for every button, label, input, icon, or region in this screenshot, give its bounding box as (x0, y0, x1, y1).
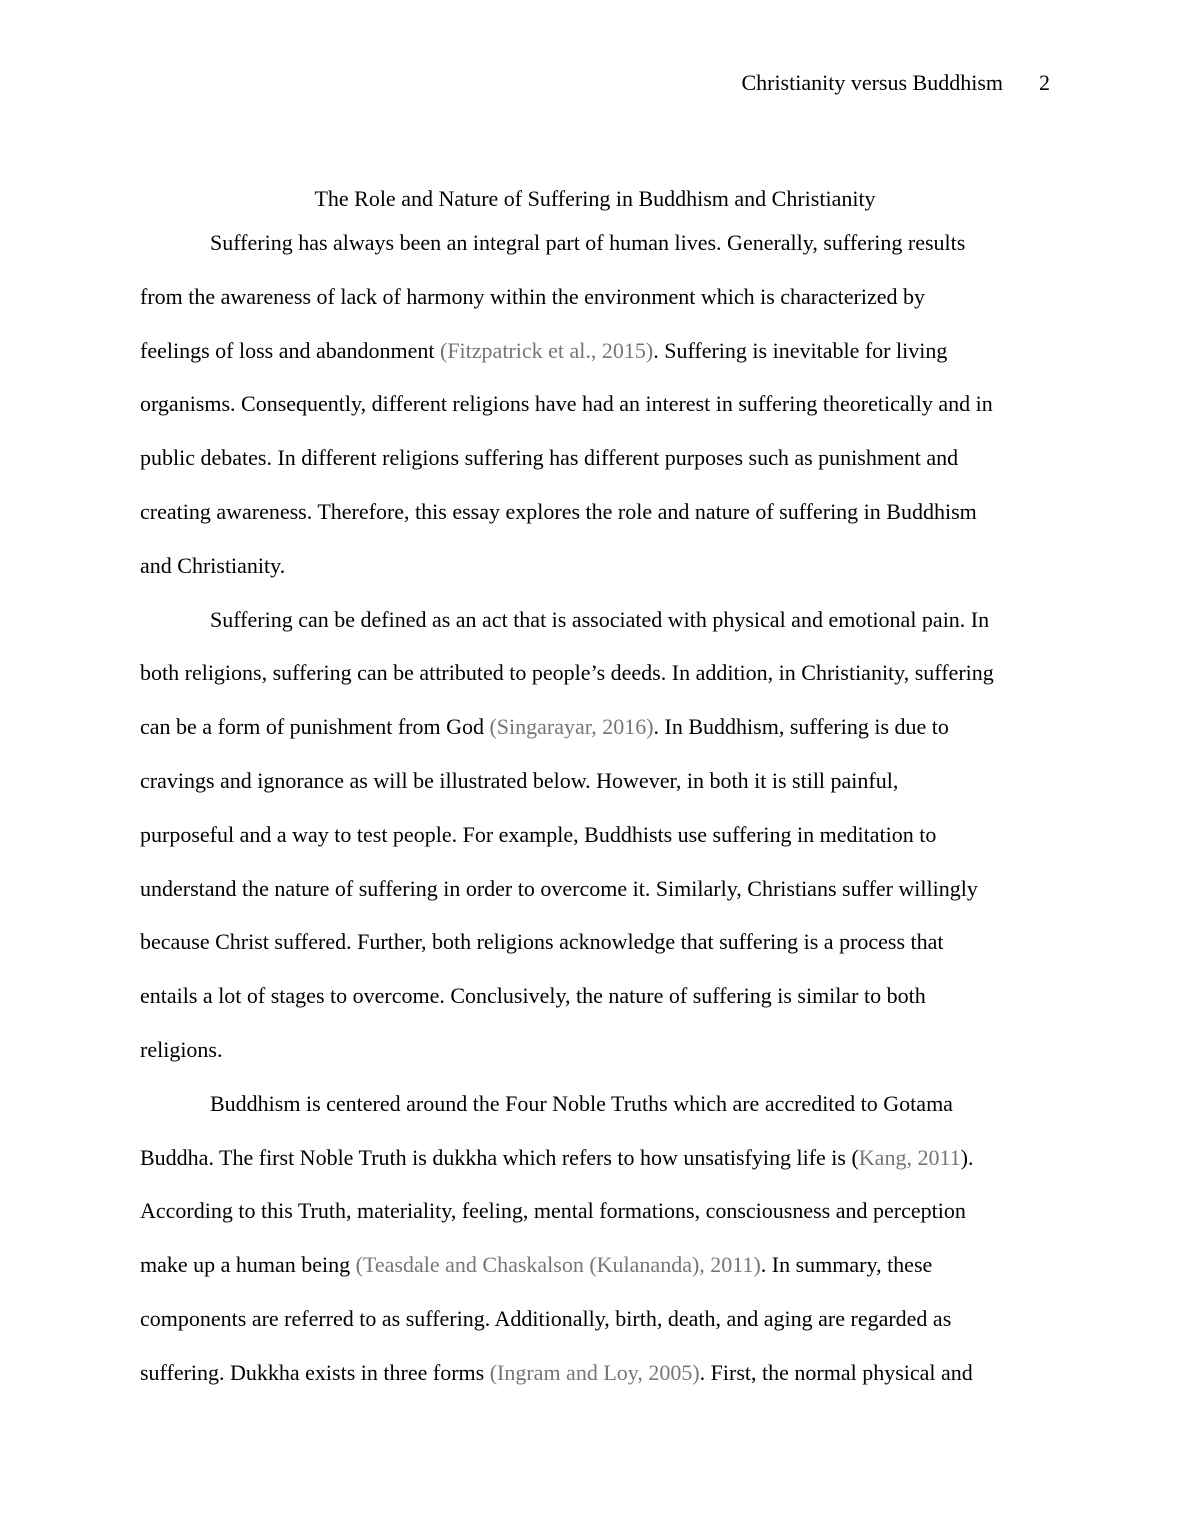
citation: (Teasdale and Chaskalson (Kulananda), 2011) (355, 1252, 761, 1278)
running-head-title: Christianity versus Buddhism (741, 70, 1003, 95)
text-line (140, 1238, 1050, 1292)
text-line (140, 1131, 1050, 1185)
text-segment: Suffering can be defined as an act that is associated with physical and emotional pain. In (210, 606, 990, 632)
text-line (140, 1077, 1050, 1131)
text-segment: make up a human being (140, 1252, 356, 1278)
essay-title: The Role and Nature of Suffering in Buddhism and Christianity (314, 186, 876, 211)
text-line (140, 754, 1050, 808)
text-line (140, 969, 1050, 1023)
text-segment: suffering. Dukkha exists in three forms (140, 1359, 490, 1385)
text-segment: creating awareness. Therefore, this essay explores the role and nature of suffering in Buddhism (140, 498, 977, 524)
text-segment: organisms. Consequently, different religions have had an interest in suffering theoretically and in (140, 391, 993, 417)
text-segment: entails a lot of stages to overcome. Conclusively, the nature of suffering is similar to both (140, 983, 926, 1009)
text-line (140, 1023, 1050, 1077)
citation: Kang, 2011 (858, 1144, 961, 1170)
text-segment: both religions, suffering can be attributed to people’s deeds. In addition, in Christianity, suffering (140, 660, 994, 686)
text-segment: According to this Truth, materiality, feeling, mental formations, consciousness and perception (140, 1198, 966, 1224)
text-segment: cravings and ignorance as will be illustrated below. However, in both it is still painful, (140, 767, 899, 793)
text-line (140, 593, 1050, 647)
text-line (140, 915, 1050, 969)
text-line (140, 646, 1050, 700)
text-line (140, 270, 1050, 324)
text-segment: Suffering has always been an integral part of human lives. Generally, suffering results (210, 230, 966, 255)
running-header (741, 68, 1050, 98)
text-line (140, 808, 1050, 862)
text-segment: because Christ suffered. Further, both religions acknowledge that suffering is a process that (140, 929, 944, 955)
text-segment: and Christianity. (140, 552, 286, 578)
text-segment: ). (960, 1144, 974, 1170)
text-line (140, 1346, 1050, 1400)
text-segment: . In Buddhism, suffering is due to (653, 714, 949, 740)
text-segment: . Suffering is inevitable for living (653, 337, 948, 363)
text-line (140, 485, 1050, 539)
text-line (140, 1292, 1050, 1346)
text-segment: Buddha. The first Noble Truth is dukkha which refers to how unsatisfying life is ( (140, 1144, 859, 1170)
text-segment: . First, the normal physical and (699, 1359, 973, 1385)
text-segment: understand the nature of suffering in order to overcome it. Similarly, Christians suffer willingly (140, 875, 978, 901)
text-segment: feelings of loss and abandonment (140, 337, 440, 363)
text-line (140, 700, 1050, 754)
text-segment: public debates. In different religions suffering has different purposes such as punishment and (140, 445, 959, 471)
text-segment: components are referred to as suffering. Additionally, birth, death, and aging are regarded as (140, 1305, 952, 1331)
citation: (Ingram and Loy, 2005) (489, 1359, 700, 1385)
text-segment: religions. (140, 1036, 223, 1062)
citation: (Fitzpatrick et al., 2015) (440, 337, 654, 363)
text-segment: Buddhism is centered around the Four Noble Truths which are accredited to Gotama (210, 1090, 953, 1116)
page-number: 2 (1039, 70, 1050, 95)
text-line (140, 539, 1050, 593)
text-line (140, 862, 1050, 916)
text-segment: can be a form of punishment from God (140, 714, 490, 740)
essay-body (140, 216, 1050, 1400)
text-line (140, 1184, 1050, 1238)
text-line (140, 216, 1050, 270)
text-line (140, 324, 1050, 378)
text-segment: purposeful and a way to test people. For example, Buddhists use suffering in meditation to (140, 821, 937, 847)
text-segment: . In summary, these (760, 1252, 933, 1278)
text-line (140, 377, 1050, 431)
text-line (140, 431, 1050, 485)
citation: (Singarayar, 2016) (489, 714, 654, 740)
text-segment: from the awareness of lack of harmony within the environment which is characterized by (140, 283, 925, 309)
